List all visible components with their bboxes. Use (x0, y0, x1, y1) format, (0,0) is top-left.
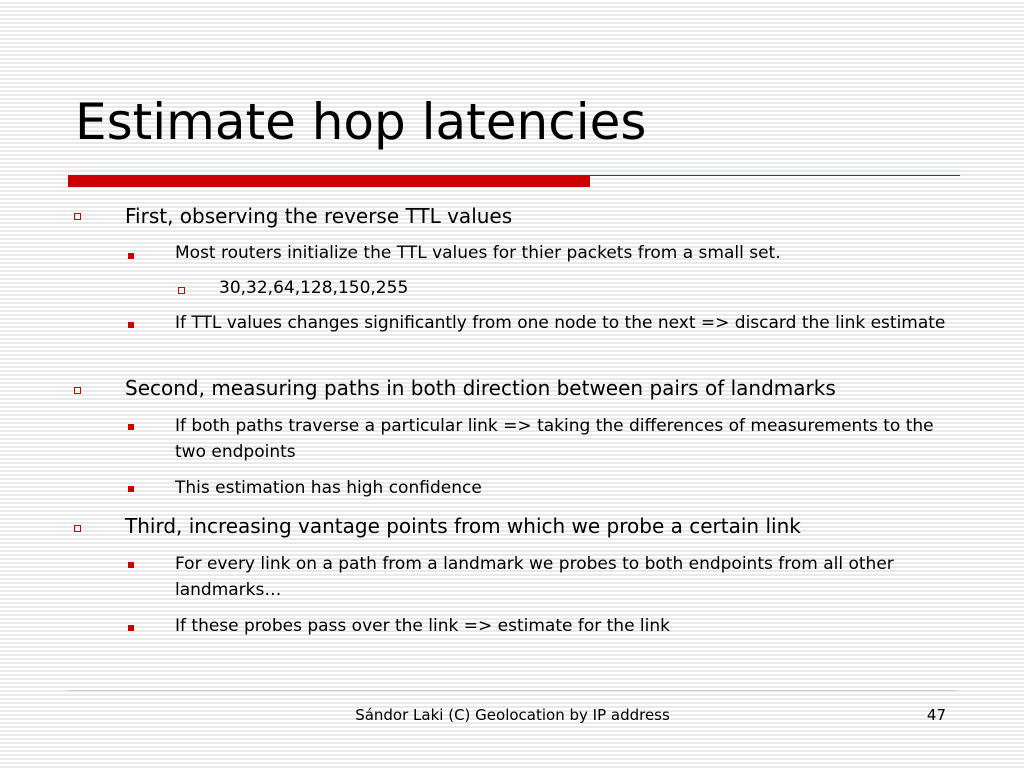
bullet-item-level-1: Second, measuring paths in both direction between pairs of landmarks (125, 376, 836, 400)
solid-square-bullet-icon (128, 625, 134, 631)
solid-square-bullet-icon (128, 253, 134, 259)
bullet-item-level-2: Most routers initialize the TTL values for thier packets from a small set. (175, 243, 781, 263)
hollow-square-bullet-icon (74, 213, 81, 220)
page-number: 47 (926, 706, 946, 724)
solid-square-bullet-icon (128, 424, 134, 430)
bullet-item-level-2: If TTL values changes significantly from one node to the next => discard the link estimate (175, 313, 946, 333)
solid-square-bullet-icon (128, 486, 134, 492)
title-underline-thick (68, 175, 590, 187)
bullet-item-level-1: Third, increasing vantage points from which we probe a certain link (125, 514, 801, 538)
footer-divider (68, 690, 956, 691)
footer-text: Sándor Laki (C) Geolocation by IP address (355, 706, 670, 724)
bullet-item-level-2: This estimation has high confidence (175, 478, 482, 498)
hollow-square-bullet-icon (74, 387, 81, 394)
solid-square-bullet-icon (128, 322, 134, 328)
bullet-item-level-3: 30,32,64,128,150,255 (219, 278, 409, 298)
title-underline-thin (590, 175, 960, 176)
bullet-item-level-1: First, observing the reverse TTL values (125, 204, 513, 228)
hollow-square-bullet-icon (74, 525, 81, 532)
hollow-square-bullet-icon (178, 287, 185, 294)
slide-title: Estimate hop latencies (75, 93, 647, 151)
solid-square-bullet-icon (128, 562, 134, 568)
bullet-item-level-2: If both paths traverse a particular link => taking the differences of measurements to the two endpoints (175, 416, 934, 462)
bullet-item-level-2: If these probes pass over the link => estimate for the link (175, 616, 671, 636)
bullet-item-level-2: For every link on a path from a landmark we probes to both endpoints from all other landmarks… (175, 554, 894, 600)
